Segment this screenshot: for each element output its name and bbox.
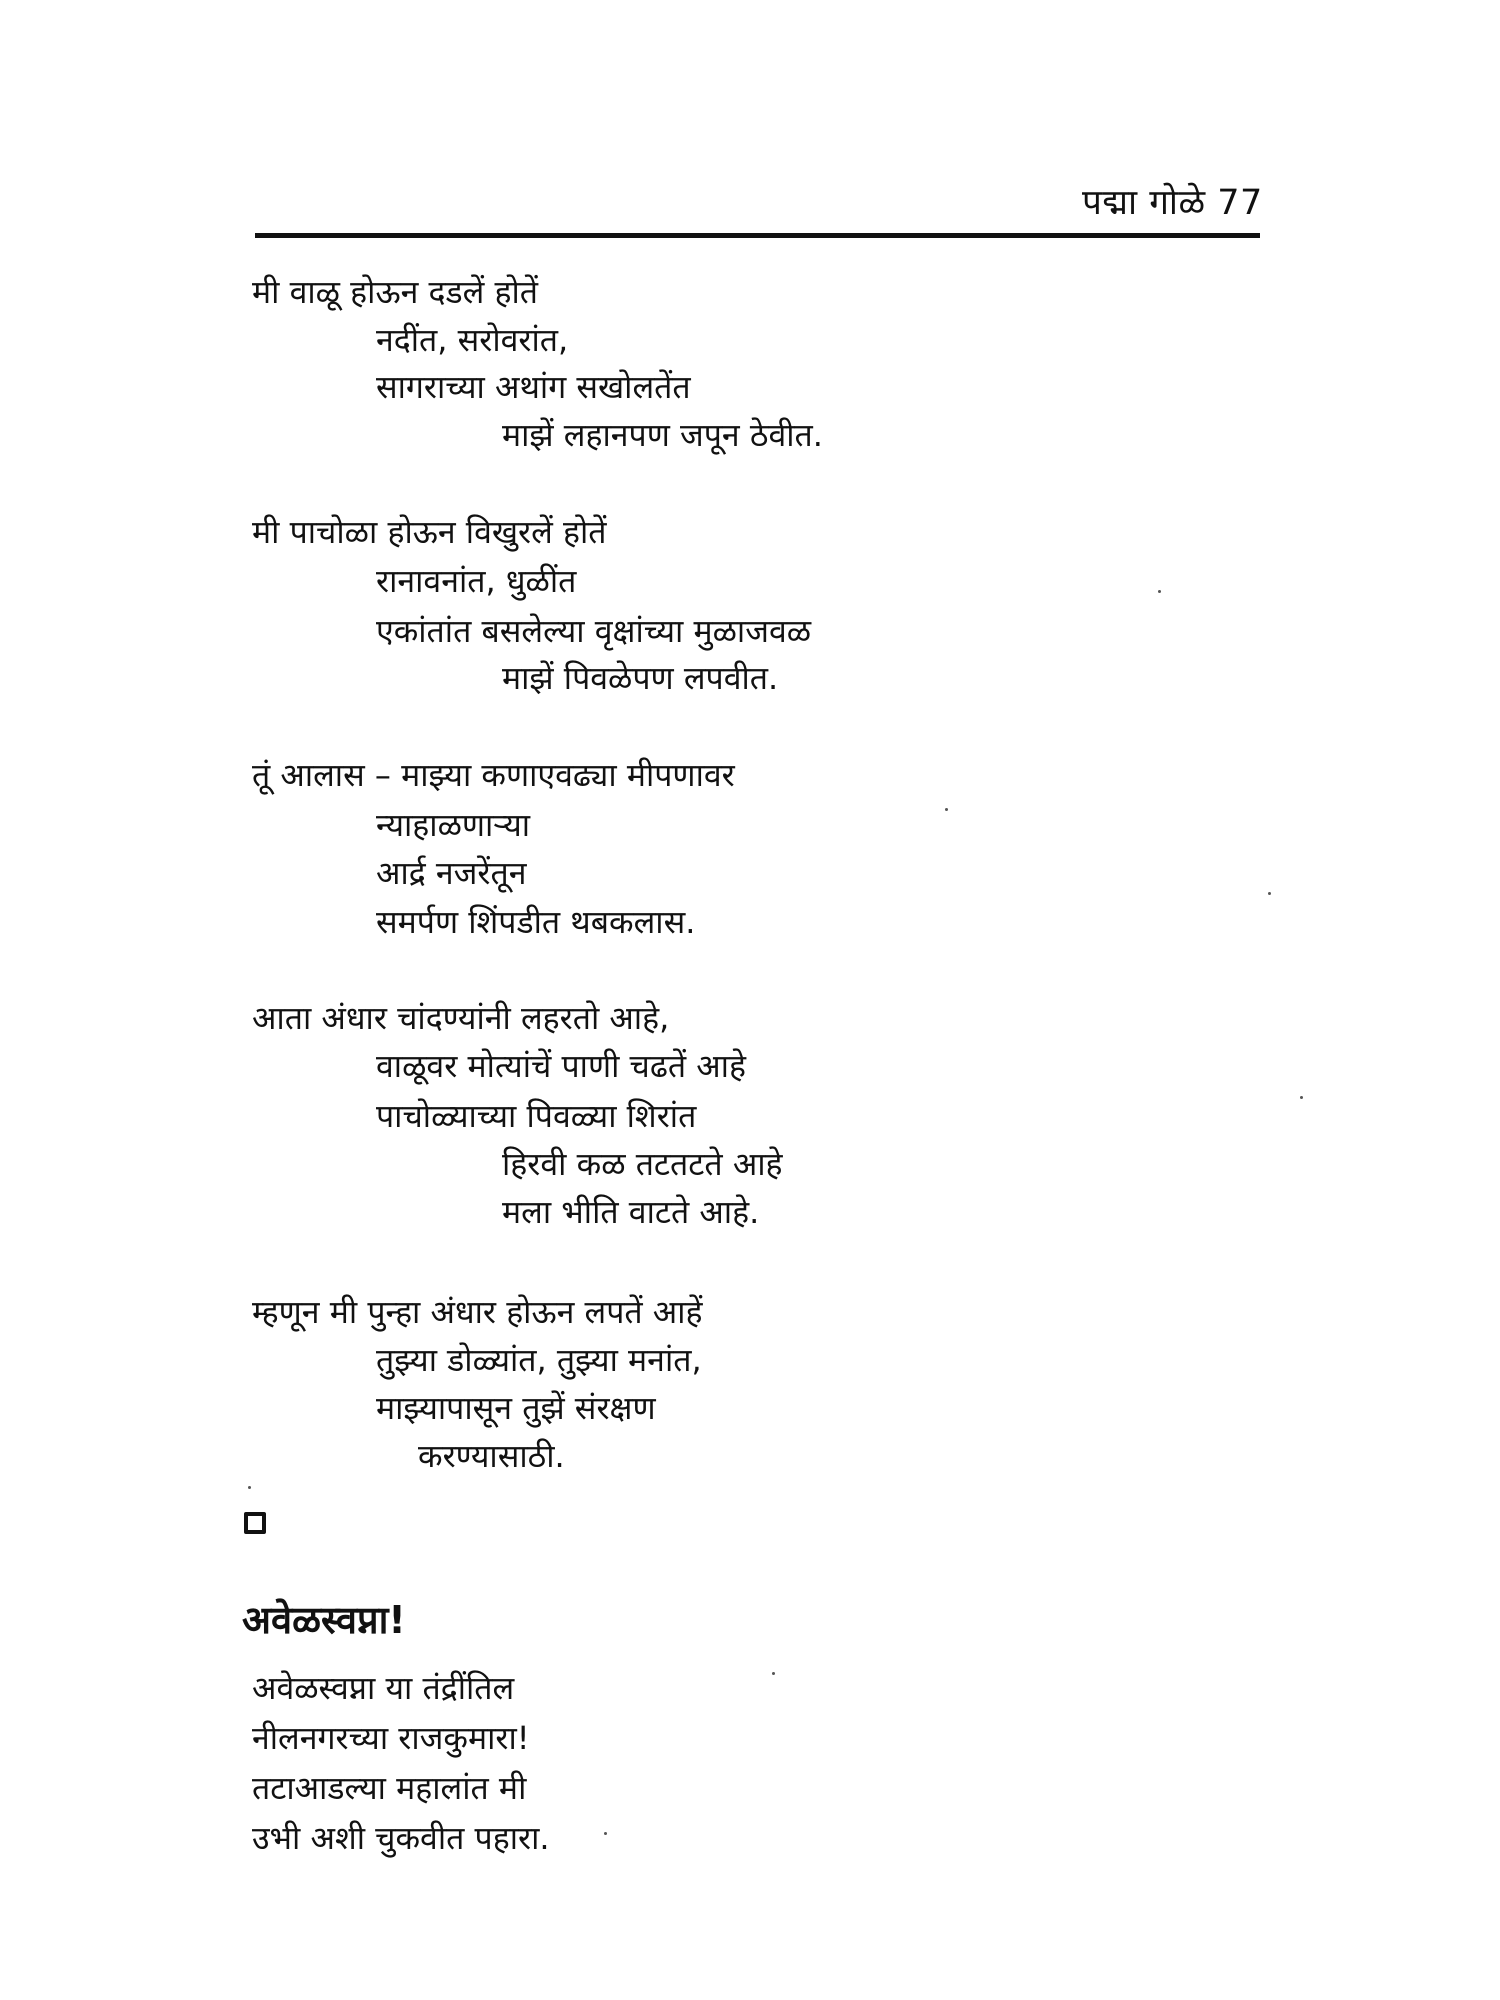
- poem-line: माझें लहानपण जपून ठेवीत.: [502, 416, 823, 454]
- poem-line: मला भीति वाटते आहे.: [502, 1193, 760, 1231]
- poem-line: सागराच्या अथांग सखोलतेंत: [376, 368, 691, 406]
- scan-speck: [1300, 1096, 1303, 1099]
- poem-line: उभी अशी चुकवीत पहारा.: [252, 1819, 550, 1857]
- poem-line: म्हणून मी पुन्हा अंधार होऊन लपतें आहें: [252, 1293, 703, 1331]
- poem-line: न्याहाळणाऱ्या: [376, 806, 531, 844]
- poem-line: एकांतांत बसलेल्या वृक्षांच्या मुळाजवळ: [376, 612, 812, 650]
- scan-speck: [1268, 892, 1271, 895]
- scan-speck: [248, 1486, 251, 1489]
- scan-speck: [1158, 590, 1161, 593]
- poem-line: नदींत, सरोवरांत,: [376, 321, 569, 359]
- poem-line: तटाआडल्या महालांत मी: [252, 1769, 527, 1807]
- poem-line: माझ्यापासून तुझें संरक्षण: [376, 1389, 656, 1427]
- poem-line: करण्यासाठी.: [418, 1437, 565, 1475]
- poem-line: समर्पण शिंपडीत थबकलास.: [376, 903, 696, 941]
- poem-line: रानावनांत, धुळींत: [376, 562, 577, 600]
- running-header: पद्मा गोळे 77: [1082, 183, 1263, 223]
- poem-line: आर्द्र नजरेंतून: [376, 854, 527, 892]
- poem-line: माझें पिवळेपण लपवीत.: [502, 659, 779, 697]
- poem-line: तूं आलास – माझ्या कणाएवढ्या मीपणावर: [252, 756, 735, 794]
- poem-line: आता अंधार चांदण्यांनी लहरतो आहे,: [252, 999, 670, 1037]
- poem-line: अवेळस्वप्ना या तंद्रींतिल: [252, 1669, 515, 1707]
- poem-line: वाळूवर मोत्यांचें पाणी चढतें आहे: [376, 1047, 747, 1085]
- end-of-poem-mark: [244, 1512, 266, 1534]
- scan-speck: [604, 1832, 607, 1835]
- poem-line: हिरवी कळ तटतटते आहे: [502, 1145, 783, 1183]
- poem-line: तुझ्या डोळ्यांत, तुझ्या मनांत,: [376, 1341, 702, 1379]
- poem-line: पाचोळ्याच्या पिवळ्या शिरांत: [376, 1097, 697, 1135]
- poem-line: मी वाळू होऊन दडलें होतें: [252, 273, 538, 311]
- scan-speck: [772, 1672, 775, 1675]
- scan-speck: [945, 808, 948, 811]
- poem-title: अवेळस्वप्ना!: [242, 1598, 406, 1642]
- poem-line: नीलनगरच्या राजकुमारा!: [252, 1719, 530, 1757]
- header-rule: [255, 233, 1260, 238]
- poem-line: मी पाचोळा होऊन विखुरलें होतें: [252, 513, 607, 551]
